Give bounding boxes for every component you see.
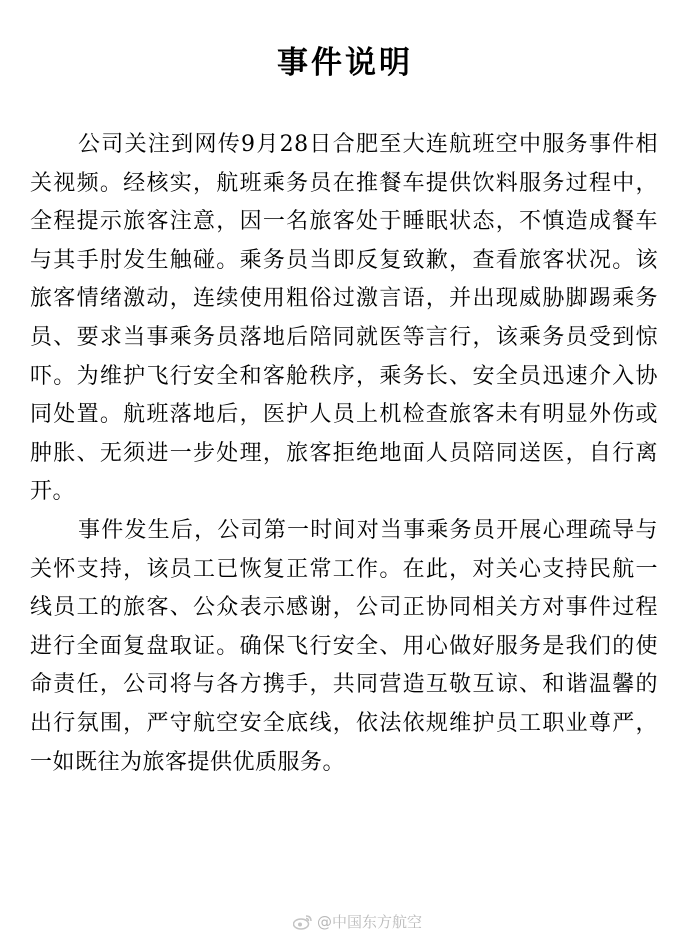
watermark-text: @中国东方航空 — [316, 913, 422, 931]
weibo-icon — [293, 914, 313, 930]
watermark — [293, 911, 422, 932]
paragraph-2: 事件发生后，公司第一时间对当事乘务员开展心理疏导与关怀支持，该员工已恢复正常工作。在此，对关心支持民航一线员工的旅客、公众表示感谢，公司正协同相关方对事件过程进行全面复盘取证。确保飞行安全、用心做好服务是我们的使命责任，公司将与各方携手，共同营造互敬互谅、和谐温馨的出行氛围，严守航空安全底线，依法依规维护员工职业尊严，一如既往为旅客提供优质服务。 — [30, 517, 658, 775]
document-body — [30, 126, 658, 782]
document-title: 事件说明 — [277, 45, 413, 81]
paragraph-1: 公司关注到网传9月28日合肥至大连航班空中服务事件相关视频。经核实，航班乘务员在推餐车提供饮料服务过程中，全程提示旅客注意，因一名旅客处于睡眠状态，不慎造成餐车与其手肘发生触碰。乘务员当即反复致歉，查看旅客状况。该旅客情绪激动，连续使用粗俗过激言语，并出现威胁脚踢乘务员、要求当事乘务员落地后陪同就医等言行，该乘务员受到惊吓。为维护飞行安全和客舱秩序，乘务长、安全员迅速介入协同处置。航班落地后，医护人员上机检查旅客未有明显外伤或肿胀、无须进一步处理，旅客拒绝地面人员陪同送医，自行离开。 — [30, 132, 658, 505]
